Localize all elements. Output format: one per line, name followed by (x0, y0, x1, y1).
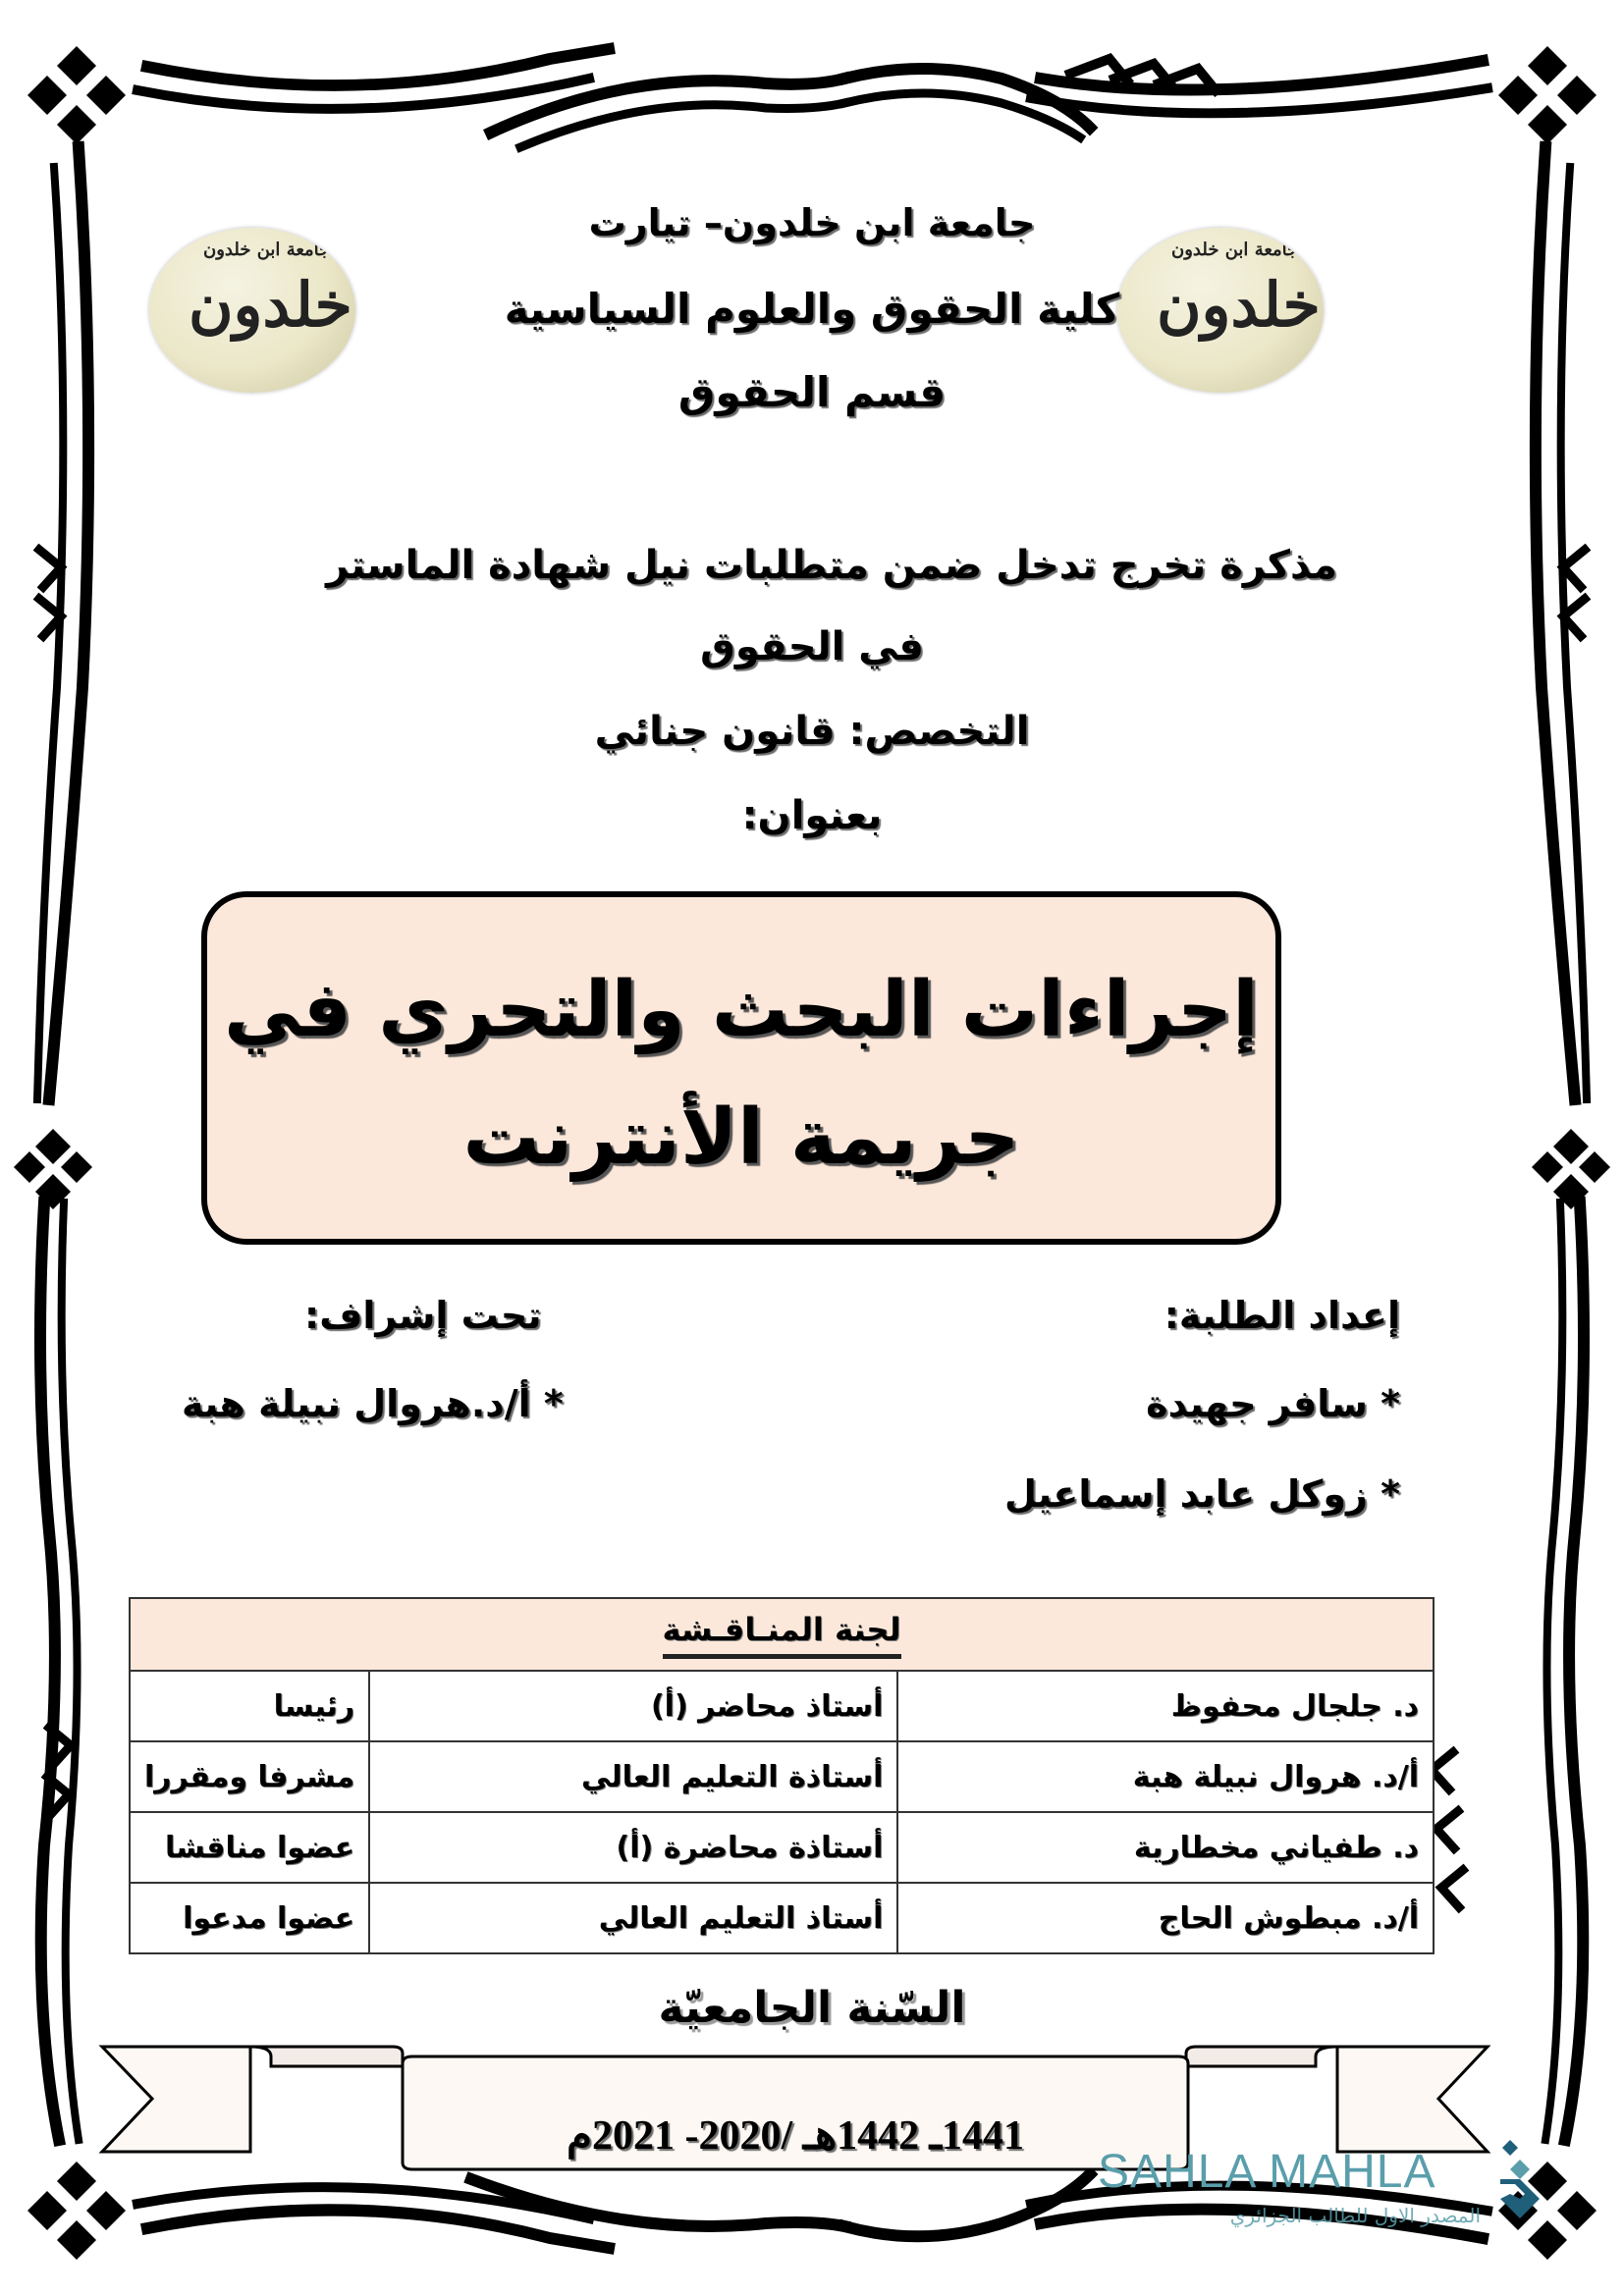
student-name-2: * زوكل عابد إسماعيل (1003, 1472, 1400, 1516)
department-name: قسم الحقوق (677, 368, 947, 416)
student-name-1: * سافر جهيدة (1146, 1382, 1400, 1425)
thesis-title-line-1: إجراءات البحث والتحري في (224, 966, 1259, 1054)
member-role: مشرفا ومقررا (130, 1741, 369, 1812)
member-name: أ/د. مبطوش الحاج (897, 1883, 1434, 1953)
university-seal-icon: خلدون (1157, 269, 1321, 341)
seal-caption: جامعة ابن خلدون (1171, 240, 1299, 260)
member-name: أ/د. هروال نبيلة هبة (897, 1741, 1434, 1812)
students-label: إعداد الطلبة: (1164, 1294, 1400, 1337)
academic-year-value: 1441ـ 1442هـ /2020- 2021م (567, 2113, 1024, 2159)
thesis-title-label: بعنوان: (741, 793, 883, 838)
watermark-tagline: المصدر الاول للطالب الجزائري (1229, 2204, 1481, 2227)
member-rank: أستاذة التعليم العالي (369, 1741, 897, 1812)
sahla-mahla-logo-icon (1490, 2135, 1549, 2233)
member-role: عضوا مدعوا (130, 1883, 369, 1953)
supervisor-name: * أ/د.هروال نبيلة هبة (182, 1382, 564, 1425)
academic-year-label: السّنة الجامعيّة (658, 1983, 966, 2033)
member-role: عضوا مناقشا (130, 1812, 369, 1883)
member-name: د. جلجال محفوظ (897, 1671, 1434, 1741)
committee-title: لجنة المنـاقـشة (130, 1598, 1434, 1671)
university-seal-icon: خلدون (189, 269, 352, 341)
thesis-field: في الحقوق (700, 624, 924, 669)
university-name: جامعة ابن خلدون– تيارت (588, 201, 1036, 244)
member-role: رئيسا (130, 1671, 369, 1741)
member-name: د. طفياني مخطارية (897, 1812, 1434, 1883)
supervisor-label: تحت إشراف: (304, 1294, 542, 1337)
watermark-brand: SAHLA MAHLA (1098, 2146, 1436, 2198)
member-rank: أستاذ التعليم العالي (369, 1883, 897, 1953)
member-rank: أستاذة محاضرة (أ) (369, 1812, 897, 1883)
thesis-specialty: التخصص: قانون جنائي (594, 709, 1030, 754)
member-rank: أستاذ محاضر (أ) (369, 1671, 897, 1741)
seal-caption: جامعة ابن خلدون (203, 240, 331, 260)
thesis-title-line-2: جريمة الأنترنت (462, 1094, 1020, 1182)
faculty-name: كلية الحقوق والعلوم السياسية (504, 285, 1120, 333)
thesis-purpose: مذكرة تخرج تدخل ضمن متطلبات نيل شهادة الماستر (326, 543, 1337, 588)
